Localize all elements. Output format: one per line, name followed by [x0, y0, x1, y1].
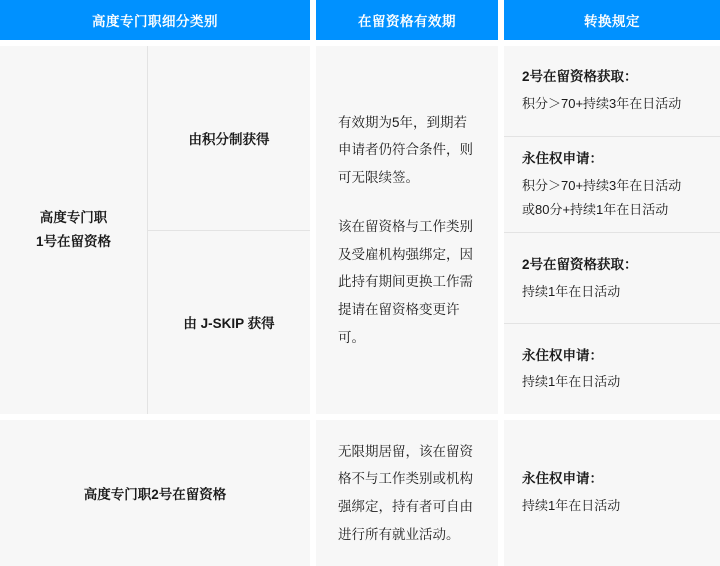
rule-block-4: [504, 323, 720, 414]
category-label-type1: [0, 46, 148, 414]
validity-cell-type2: [316, 420, 498, 566]
validity-cell-type1: [316, 46, 498, 414]
rule-line-5-1: 持续1年在日活动: [522, 498, 621, 514]
rule-block-5: [504, 420, 720, 566]
table-row: [0, 46, 720, 414]
rule-line-2-1: 积分＞70+持续3年在日活动: [522, 177, 682, 193]
subcategory-list-type1: [148, 46, 310, 414]
table-header-row: [0, 0, 720, 40]
category-cell-type1: [0, 46, 310, 414]
rule-title-4: 永住权申请：: [522, 347, 603, 363]
category-label-type1-line1: 高度专门职: [39, 210, 108, 226]
subcategory-jskip: 由 J-SKIP 获得: [148, 230, 310, 415]
subcategory-points-based: 由积分制获得: [188, 131, 270, 147]
validity-paragraph-1: 有效期为5年，到期若申请者仍符合条件，则可无限续签。: [338, 114, 473, 185]
rule-line-4-1: 持续1年在日活动: [522, 374, 621, 390]
rule-line-1-1: 积分＞70+持续3年在日活动: [522, 96, 682, 112]
rule-line-2-2: 或80分+持续1年在日活动: [522, 202, 669, 217]
category-label-type1-line2: 1号在留资格: [35, 234, 111, 249]
rule-line-3-1: 持续1年在日活动: [522, 283, 621, 299]
rule-block-2: [504, 136, 720, 232]
column-header-validity: 在留资格有效期: [316, 0, 498, 40]
validity-paragraph-3: 无限期居留，该在留资格不与工作类别或机构强绑定，持有者可自由进行所有就业活动。: [338, 443, 473, 542]
column-header-category: 高度专门职细分类别: [0, 0, 310, 40]
rule-block-1: [504, 46, 720, 136]
rule-title-2: 永住权申请：: [522, 150, 603, 166]
category-cell-type2: [0, 420, 310, 566]
rule-title-5: 永住权申请：: [522, 471, 603, 487]
conversion-cell-type1: [504, 46, 720, 414]
column-header-conversion: 转换规定: [504, 0, 720, 40]
conversion-cell-type2: [504, 420, 720, 566]
rule-block-3: [504, 232, 720, 323]
rule-title-3: 2号在留资格获取：: [522, 256, 638, 272]
rule-title-1: 2号在留资格获取：: [522, 69, 638, 85]
table-row: [0, 420, 720, 566]
validity-paragraph-2: 该在留资格与工作类别及受雇机构强绑定，因此持有期间更换工作需提请在留资格变更许可。: [338, 219, 473, 345]
category-label-type2: 高度专门职2号在留资格: [83, 487, 227, 502]
